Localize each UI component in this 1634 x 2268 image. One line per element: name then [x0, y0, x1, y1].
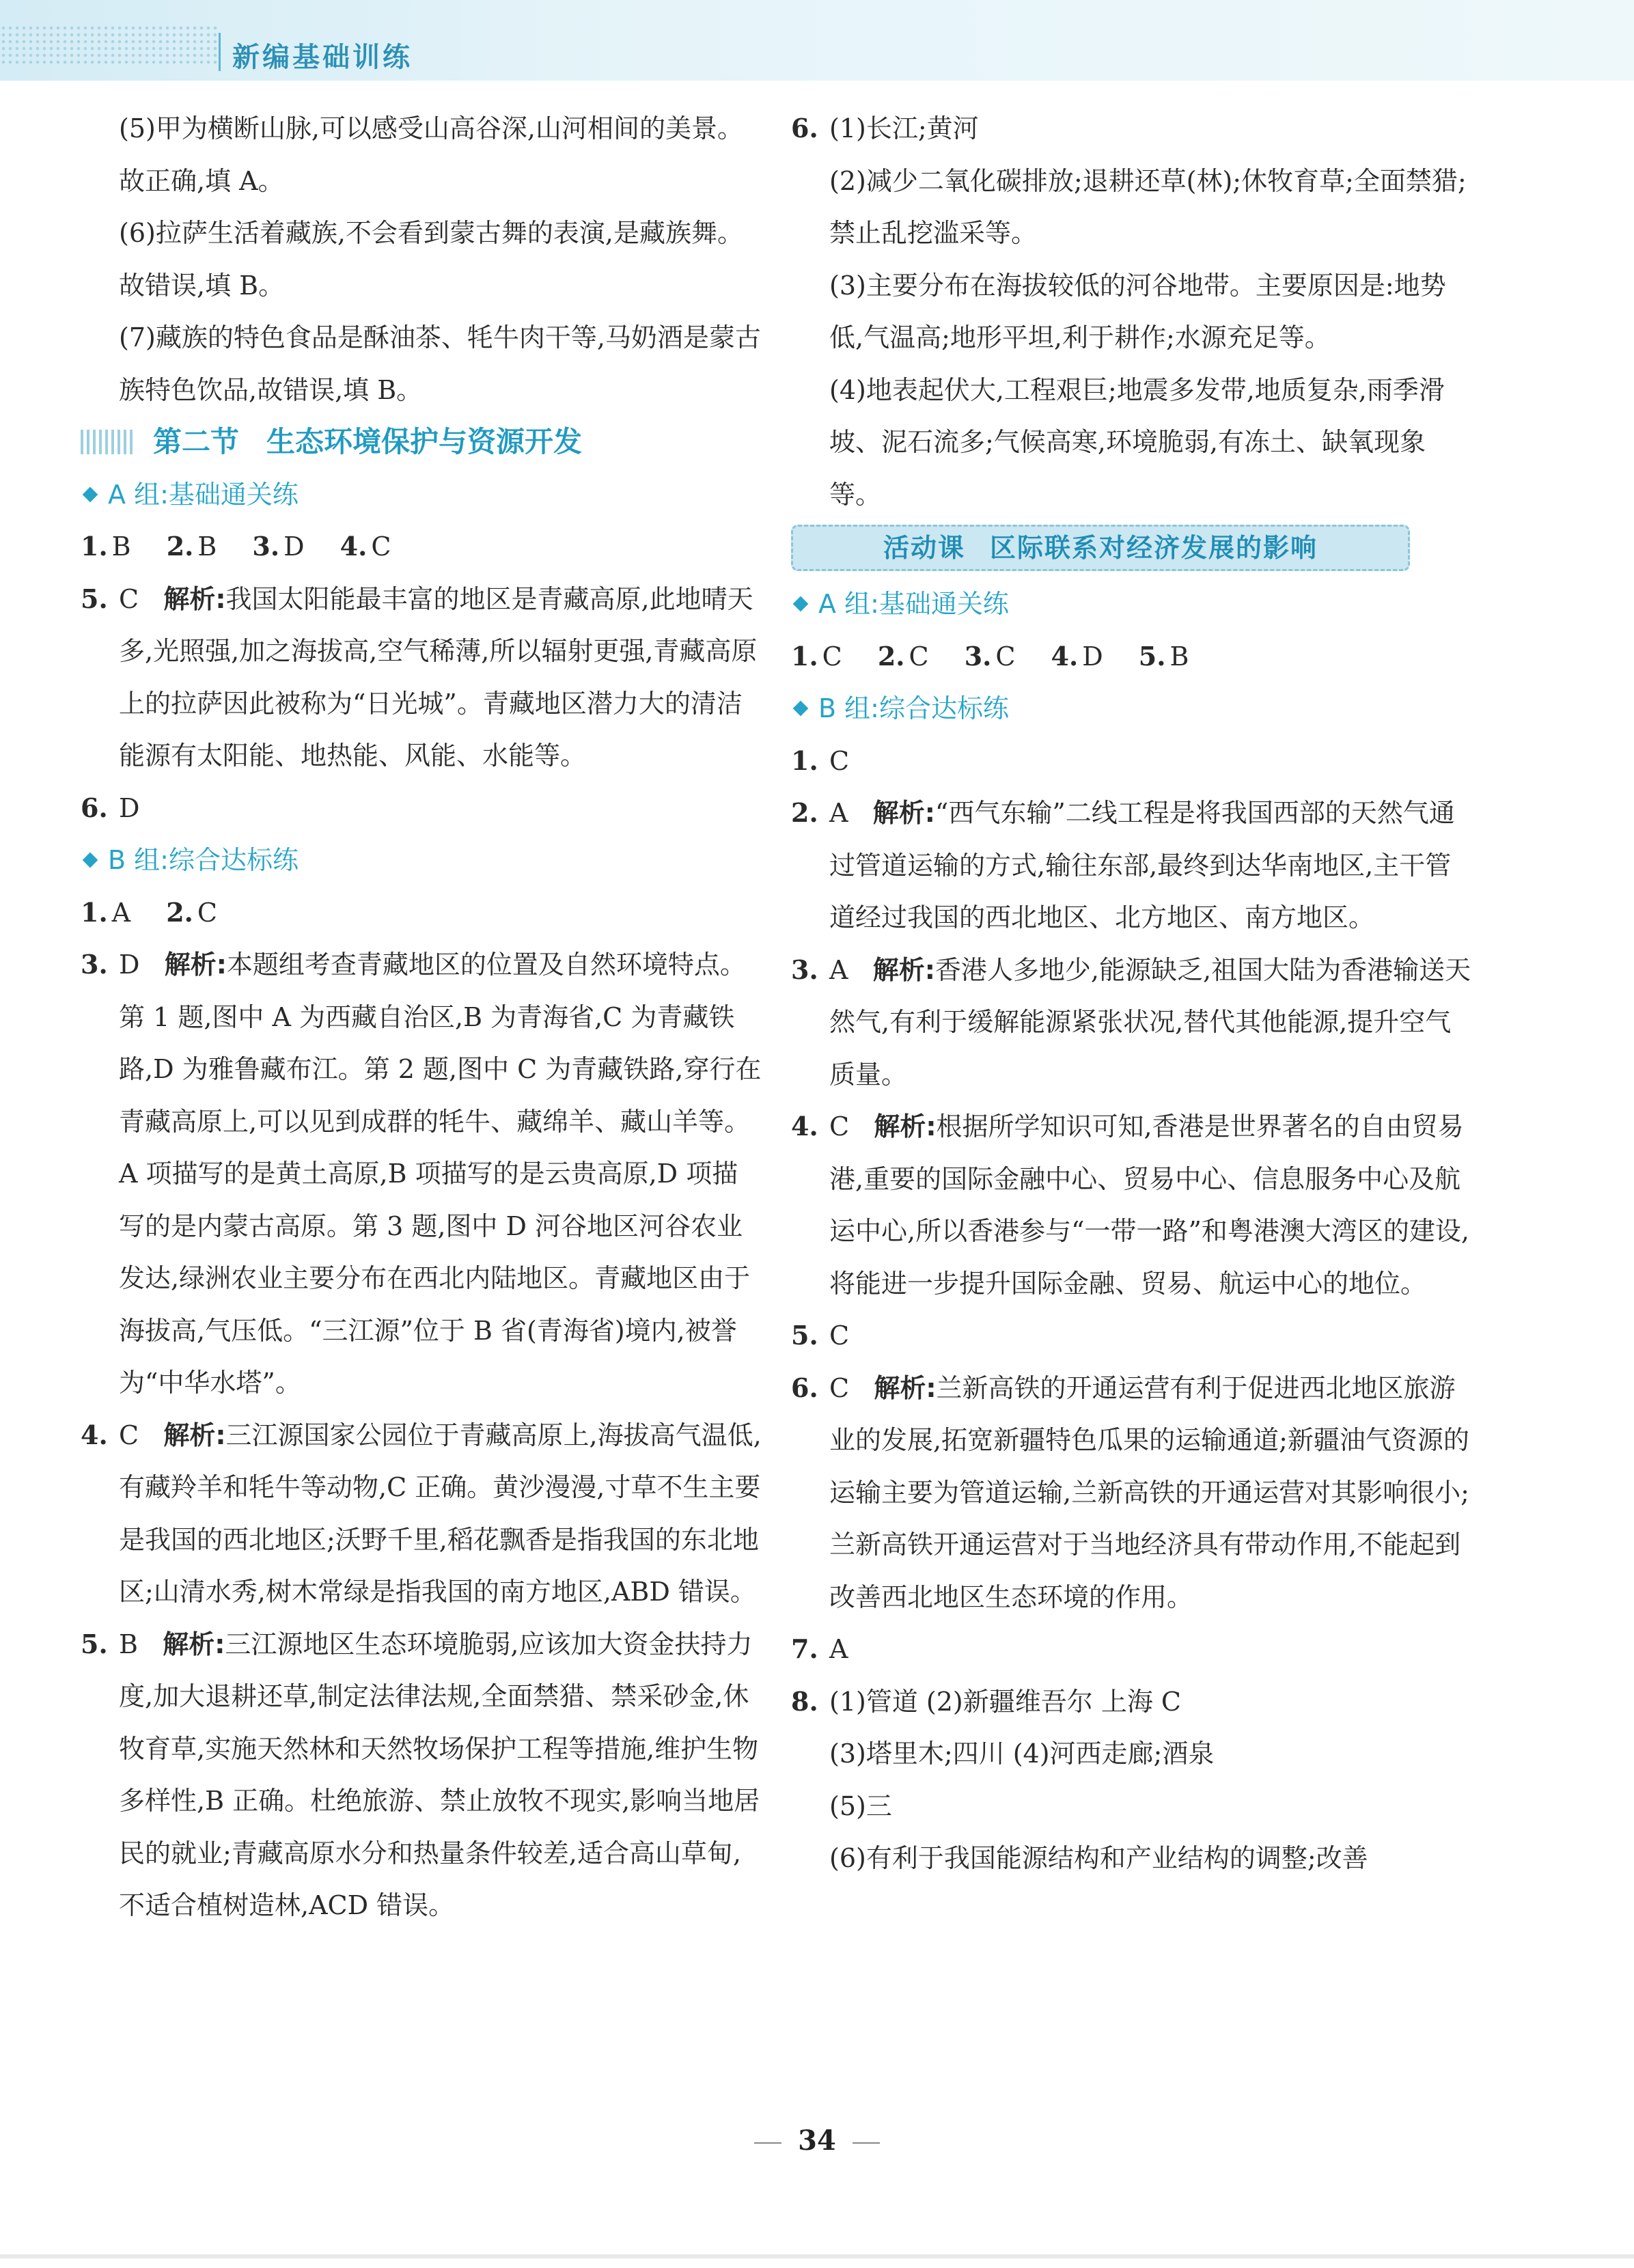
- answer-part: (6)有利于我国能源结构和产业结构的调整;改善: [829, 1843, 1368, 1873]
- answer-item: 4. C 解析:根据所学知识可知,香港是世界著名的自由贸易港,重要的国际金融中心、贸易中心、信息服务中心及航运中心,所以香港参与“一带一路”和粤港澳大湾区的建设,将能进一步提升国际金融、贸易、航运中心的地位。: [791, 1111, 1470, 1299]
- activity-banner: [791, 525, 1410, 571]
- group-label: A 组:基础通关练: [818, 589, 1009, 619]
- answer-item: 5. C 解析:我国太阳能最丰富的地区是青藏高原,此地晴天多,光照强,加之海拔高,空气稀薄,所以辐射更强,青藏高原上的拉萨因此被称为“日光城”。青藏地区潜力大的清洁能源有太阳能、地热能、风能、水能等。: [81, 583, 758, 771]
- activity-title: 区际联系对经济发展的影响: [990, 531, 1318, 563]
- choice-answers: 1. A 2. C: [81, 896, 217, 928]
- group-label: A 组:基础通关练: [108, 479, 299, 510]
- bottom-rule: [0, 2254, 1634, 2258]
- answer-item: 5. B 解析:三江源地区生态环境脆弱,应该加大资金扶持力度,加大退耕还草,制定法律法规,全面禁猎、禁采砂金,休牧育草,实施天然林和天然牧场保护工程等措施,维护生物多样性,B 正确。杜绝旅游、禁止放牧不现实,影响当地居民的就业;青藏高原水分和热量条件较差,适合高山草甸,不适合植树造林,ACD 错误。: [81, 1628, 760, 1920]
- diamond-icon: [793, 596, 809, 612]
- answer-part: (4)地表起伏大,工程艰巨;地震多发带,地质复杂,雨季滑坡、泥石流多;气候高寒,环境脆弱,有冻土、缺氧现象等。: [829, 374, 1445, 510]
- group-b-heading: [791, 682, 1474, 735]
- group-label: B 组:综合达标练: [818, 693, 1009, 723]
- stripe-decoration: [81, 430, 135, 454]
- activity-tag: 活动课: [883, 531, 965, 563]
- answer-item: 3. A 解析:香港人多地少,能源缺乏,祖国大陆为香港输送天然气,有利于缓解能源紧张状况,替代其他能源,提升空气质量。: [791, 954, 1471, 1090]
- answer-part: (7)藏族的特色食品是酥油茶、牦牛肉干等,马奶酒是蒙古族特色饮品,故错误,填 B。: [119, 322, 761, 405]
- answer-part: (3)塔里木;四川 (4)河西走廊;酒泉: [829, 1739, 1215, 1769]
- left-column: [81, 102, 764, 1932]
- answer-item: 6. (1)长江;黄河: [791, 113, 979, 143]
- header-divider: [219, 33, 221, 71]
- diamond-icon: [83, 853, 98, 868]
- answer-item: 6. C 解析:兰新高铁的开通运营有利于促进西北地区旅游业的发展,拓宽新疆特色瓜果的运输通道;新疆油气资源的运输主要为管道运输,兰新高铁的开通运营对其影响很小;兰新高铁开通运营对于当地经济具有带动作用,不能起到改善西北地区生态环境的作用。: [791, 1372, 1469, 1612]
- answer-item: 4. C 解析:三江源国家公园位于青藏高原上,海拔高气温低,有藏羚羊和牦牛等动物,C 正确。黄沙漫漫,寸草不生主要是我国的西北地区;沃野千里,稻花飘香是指我国的东北地区;山清水秀,树木常绿是指我国的南方地区,ABD 错误。: [81, 1419, 762, 1607]
- answer-item: 1. C: [791, 745, 850, 776]
- page-number: 34: [0, 2125, 1634, 2157]
- answer-item: 2. A 解析:“西气东输”二线工程是将我国西部的天然气通过管道运输的方式,输往东部,最终到达华南地区,主干管道经过我国的西北地区、北方地区、南方地区。: [791, 797, 1455, 932]
- answer-item: 5. C: [791, 1320, 850, 1351]
- answer-part: (2)减少二氧化碳排放;退耕还草(林);休牧育草;全面禁猎;禁止乱挖滥采等。: [829, 165, 1467, 248]
- header-dot-pattern: [0, 25, 219, 66]
- header-bar: [0, 0, 1634, 81]
- choice-answers: 1. B 2. B 3. D 4. C: [81, 531, 391, 562]
- answer-part: (5)甲为横断山脉,可以感受山高谷深,山河相间的美景。故正确,填 A。: [119, 113, 743, 196]
- answer-item: 3. D 解析:本题组考查青藏地区的位置及自然环境特点。第 1 题,图中 A 为西藏自治区,B 为青海省,C 为青藏铁路,D 为雅鲁藏布江。第 2 题,图中 C 为青藏铁路,穿行在青藏高原上,可以见到成群的牦牛、藏绵羊、藏山羊等。A 项描写的是黄土高原,B 项描写的是云贵高原,D 项描写的是内蒙古高原。第 3 题,图中 D 河谷地区河谷农业发达,绿洲农业主要分布在西北内陆地区。青藏地区由于海拔高,气压低。“三江源”位于 B 省(青海省)境内,被誉为“中华水塔”。: [81, 949, 762, 1398]
- group-label: B 组:综合达标练: [108, 845, 299, 875]
- section-title: 生态环境保护与资源开发: [266, 425, 583, 458]
- section-heading: [81, 416, 764, 469]
- choice-answers: 1. C 2. C 3. C 4. D 5. B: [791, 640, 1189, 672]
- answer-part: (3)主要分布在海拔较低的河谷地带。主要原因是:地势低,气温高;地形平坦,利于耕作;水源充足等。: [829, 270, 1446, 352]
- group-b-heading: [81, 834, 764, 887]
- group-a-heading: [81, 469, 764, 521]
- header-title: 新编基础训练: [232, 42, 413, 73]
- diamond-icon: [83, 486, 98, 502]
- answer-part: (5)三: [829, 1790, 892, 1821]
- diamond-icon: [793, 701, 809, 717]
- answer-item: 7. A: [791, 1633, 848, 1664]
- answer-part: (6)拉萨生活着藏族,不会看到蒙古舞的表演,是藏族舞。故错误,填 B。: [119, 218, 743, 301]
- answer-item: 8. (1)管道 (2)新疆维吾尔 上海 C: [791, 1685, 1181, 1717]
- right-column: [791, 102, 1474, 1885]
- group-a-heading: [791, 578, 1474, 631]
- answer-item: 6. D: [81, 792, 140, 823]
- section-number: 第二节: [153, 425, 240, 458]
